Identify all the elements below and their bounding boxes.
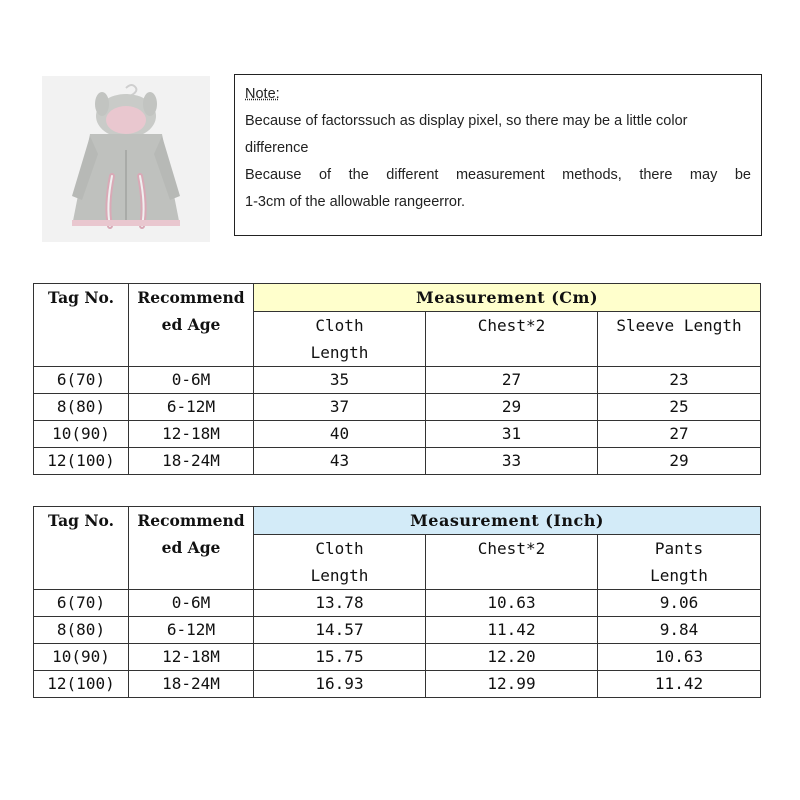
header-tag-no: Tag No. (34, 284, 129, 367)
cell-chest: 27 (426, 367, 598, 394)
cell-pants-length: 9.06 (598, 590, 761, 617)
header-pants-length: Pants Length (598, 535, 761, 590)
note-line-1: Because of factorssuch as display pixel, so there may be a little color (245, 113, 688, 129)
cell-sleeve-length: 27 (598, 421, 761, 448)
cell-tag: 10(90) (34, 421, 129, 448)
cell-chest: 33 (426, 448, 598, 475)
cell-cloth-length: 16.93 (254, 671, 426, 698)
cell-cloth-length: 35 (254, 367, 426, 394)
header-sleeve-length: Sleeve Length (598, 312, 761, 367)
cell-tag: 10(90) (34, 644, 129, 671)
header-cloth-length: Cloth Length (254, 535, 426, 590)
note-title: Note: (245, 86, 280, 102)
header-cloth-length: Cloth Length (254, 312, 426, 367)
cell-cloth-length: 13.78 (254, 590, 426, 617)
note-box (234, 74, 762, 236)
cell-chest: 10.63 (426, 590, 598, 617)
cell-tag: 12(100) (34, 671, 129, 698)
cell-pants-length: 10.63 (598, 644, 761, 671)
cell-cloth-length: 43 (254, 448, 426, 475)
note-line-2: difference (245, 140, 309, 156)
cell-age: 0-6M (129, 367, 254, 394)
header-measurement-inch: Measurement (Inch) (254, 507, 761, 535)
cell-age: 12-18M (129, 421, 254, 448)
table-row (34, 421, 761, 448)
product-photo (42, 76, 210, 242)
cell-age: 0-6M (129, 590, 254, 617)
table-row (34, 644, 761, 671)
header-recommended-age: Recommend ed Age (129, 507, 254, 590)
cell-chest: 12.20 (426, 644, 598, 671)
cell-age: 18-24M (129, 448, 254, 475)
cell-chest: 12.99 (426, 671, 598, 698)
header-tag-no: Tag No. (34, 507, 129, 590)
cell-tag: 6(70) (34, 367, 129, 394)
cell-tag: 12(100) (34, 448, 129, 475)
cell-chest: 31 (426, 421, 598, 448)
note-line-3: Because of the different measurement methods, there may be (245, 167, 751, 183)
cell-sleeve-length: 29 (598, 448, 761, 475)
cell-pants-length: 11.42 (598, 671, 761, 698)
cell-age: 18-24M (129, 671, 254, 698)
header-chest: Chest*2 (426, 312, 598, 367)
size-table-inch (33, 506, 761, 698)
table-row (34, 617, 761, 644)
cell-pants-length: 9.84 (598, 617, 761, 644)
header-chest: Chest*2 (426, 535, 598, 590)
cell-tag: 8(80) (34, 394, 129, 421)
cell-cloth-length: 14.57 (254, 617, 426, 644)
table-row (34, 671, 761, 698)
cell-tag: 8(80) (34, 617, 129, 644)
table-row (34, 590, 761, 617)
cell-cloth-length: 15.75 (254, 644, 426, 671)
note-line-4: 1-3cm of the allowable rangeerror. (245, 194, 466, 210)
header-measurement-cm: Measurement (Cm) (254, 284, 761, 312)
cell-age: 6-12M (129, 617, 254, 644)
table-row (34, 394, 761, 421)
cell-cloth-length: 37 (254, 394, 426, 421)
cell-age: 6-12M (129, 394, 254, 421)
cell-sleeve-length: 25 (598, 394, 761, 421)
cell-chest: 11.42 (426, 617, 598, 644)
size-table-cm (33, 283, 761, 475)
header-recommended-age: Recommend ed Age (129, 284, 254, 367)
cell-age: 12-18M (129, 644, 254, 671)
cell-sleeve-length: 23 (598, 367, 761, 394)
cell-chest: 29 (426, 394, 598, 421)
cell-cloth-length: 40 (254, 421, 426, 448)
coat-illustration (42, 76, 210, 242)
table-row (34, 448, 761, 475)
cell-tag: 6(70) (34, 590, 129, 617)
table-row (34, 367, 761, 394)
